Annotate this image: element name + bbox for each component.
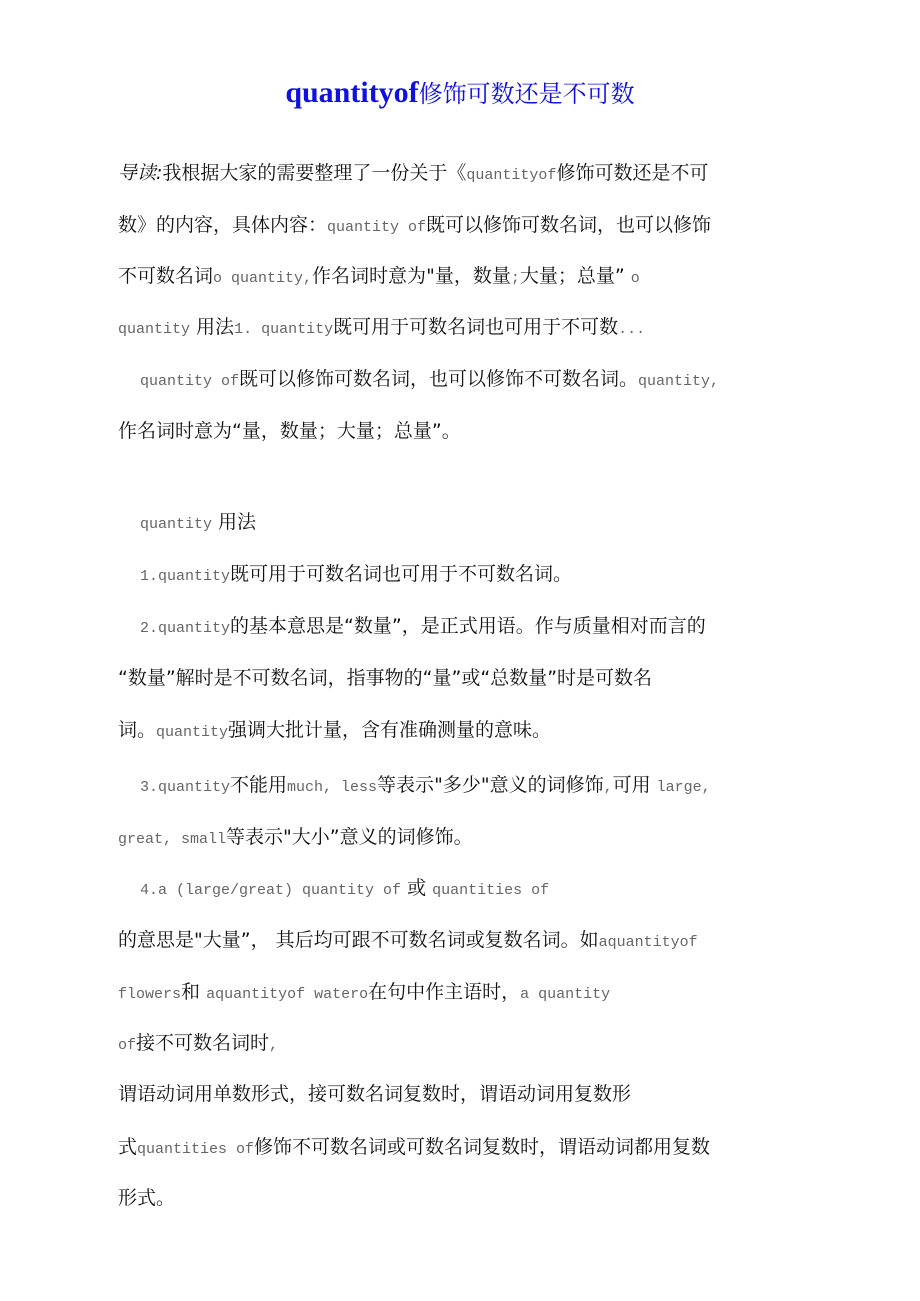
page-title: [0, 74, 920, 110]
text-line: quantity of既可以修饰可数名词，也可以修饰不可数名词。quantity,: [140, 368, 720, 390]
text-line: 形式。: [118, 1187, 176, 1209]
text-line: 数》的内容，具体内容：quantity of既可以修饰可数名词，也可以修饰: [118, 214, 712, 236]
text-line: 不可数名词o quantity,作名词时意为"量，数量;大量；总量” o: [118, 265, 640, 287]
text-line: 作名词时意为“量，数量；大量；总量”。: [118, 420, 461, 442]
list-item: 2.quantity的基本意思是“数量”，是正式用语。作与质量相对而言的: [140, 615, 706, 637]
section-heading: quantity 用法: [140, 511, 257, 533]
text-line: of接不可数名词时,: [118, 1032, 279, 1054]
text-line: great, small等表示"大小”意义的词修饰。: [118, 826, 473, 848]
text-line: quantity 用法1. quantity既可用于可数名词也可用于不可数...: [118, 316, 646, 338]
text-line: 谓语动词用单数形式，接可数名词复数时，谓语动词用复数形: [118, 1083, 632, 1105]
text-line: 我根据大家的需要整理了一份关于《quantityof修饰可数还是不可: [162, 162, 709, 184]
text-line: 词。quantity强调大批计量，含有准确测量的意味。: [118, 719, 552, 741]
title-english: quantityof: [285, 76, 419, 109]
title-chinese: 修饰可数还是不可数: [418, 80, 635, 108]
list-item: 4.a (large/great) quantity of 或 quantities of: [140, 877, 550, 899]
text-line: flowers和 aquantityof watero在句中作主语时，a quantity: [118, 981, 611, 1003]
intro-line: [118, 160, 708, 189]
text-line: 式quantities of修饰不可数名词或可数名词复数时，谓语动词都用复数: [118, 1136, 711, 1158]
text-line: 的意思是"大量”， 其后均可跟不可数名词或复数名词。如aquantityof: [118, 929, 698, 951]
list-item: 1.quantity既可用于可数名词也可用于不可数名词。: [140, 563, 573, 585]
text-line: “数量”解时是不可数名词，指事物的“量”或“总数量”时是可数名: [118, 667, 653, 689]
list-item: 3.quantity不能用much, less等表示"多少"意义的词修饰,可用 large,: [140, 774, 711, 796]
intro-label: 导读:: [118, 162, 163, 184]
